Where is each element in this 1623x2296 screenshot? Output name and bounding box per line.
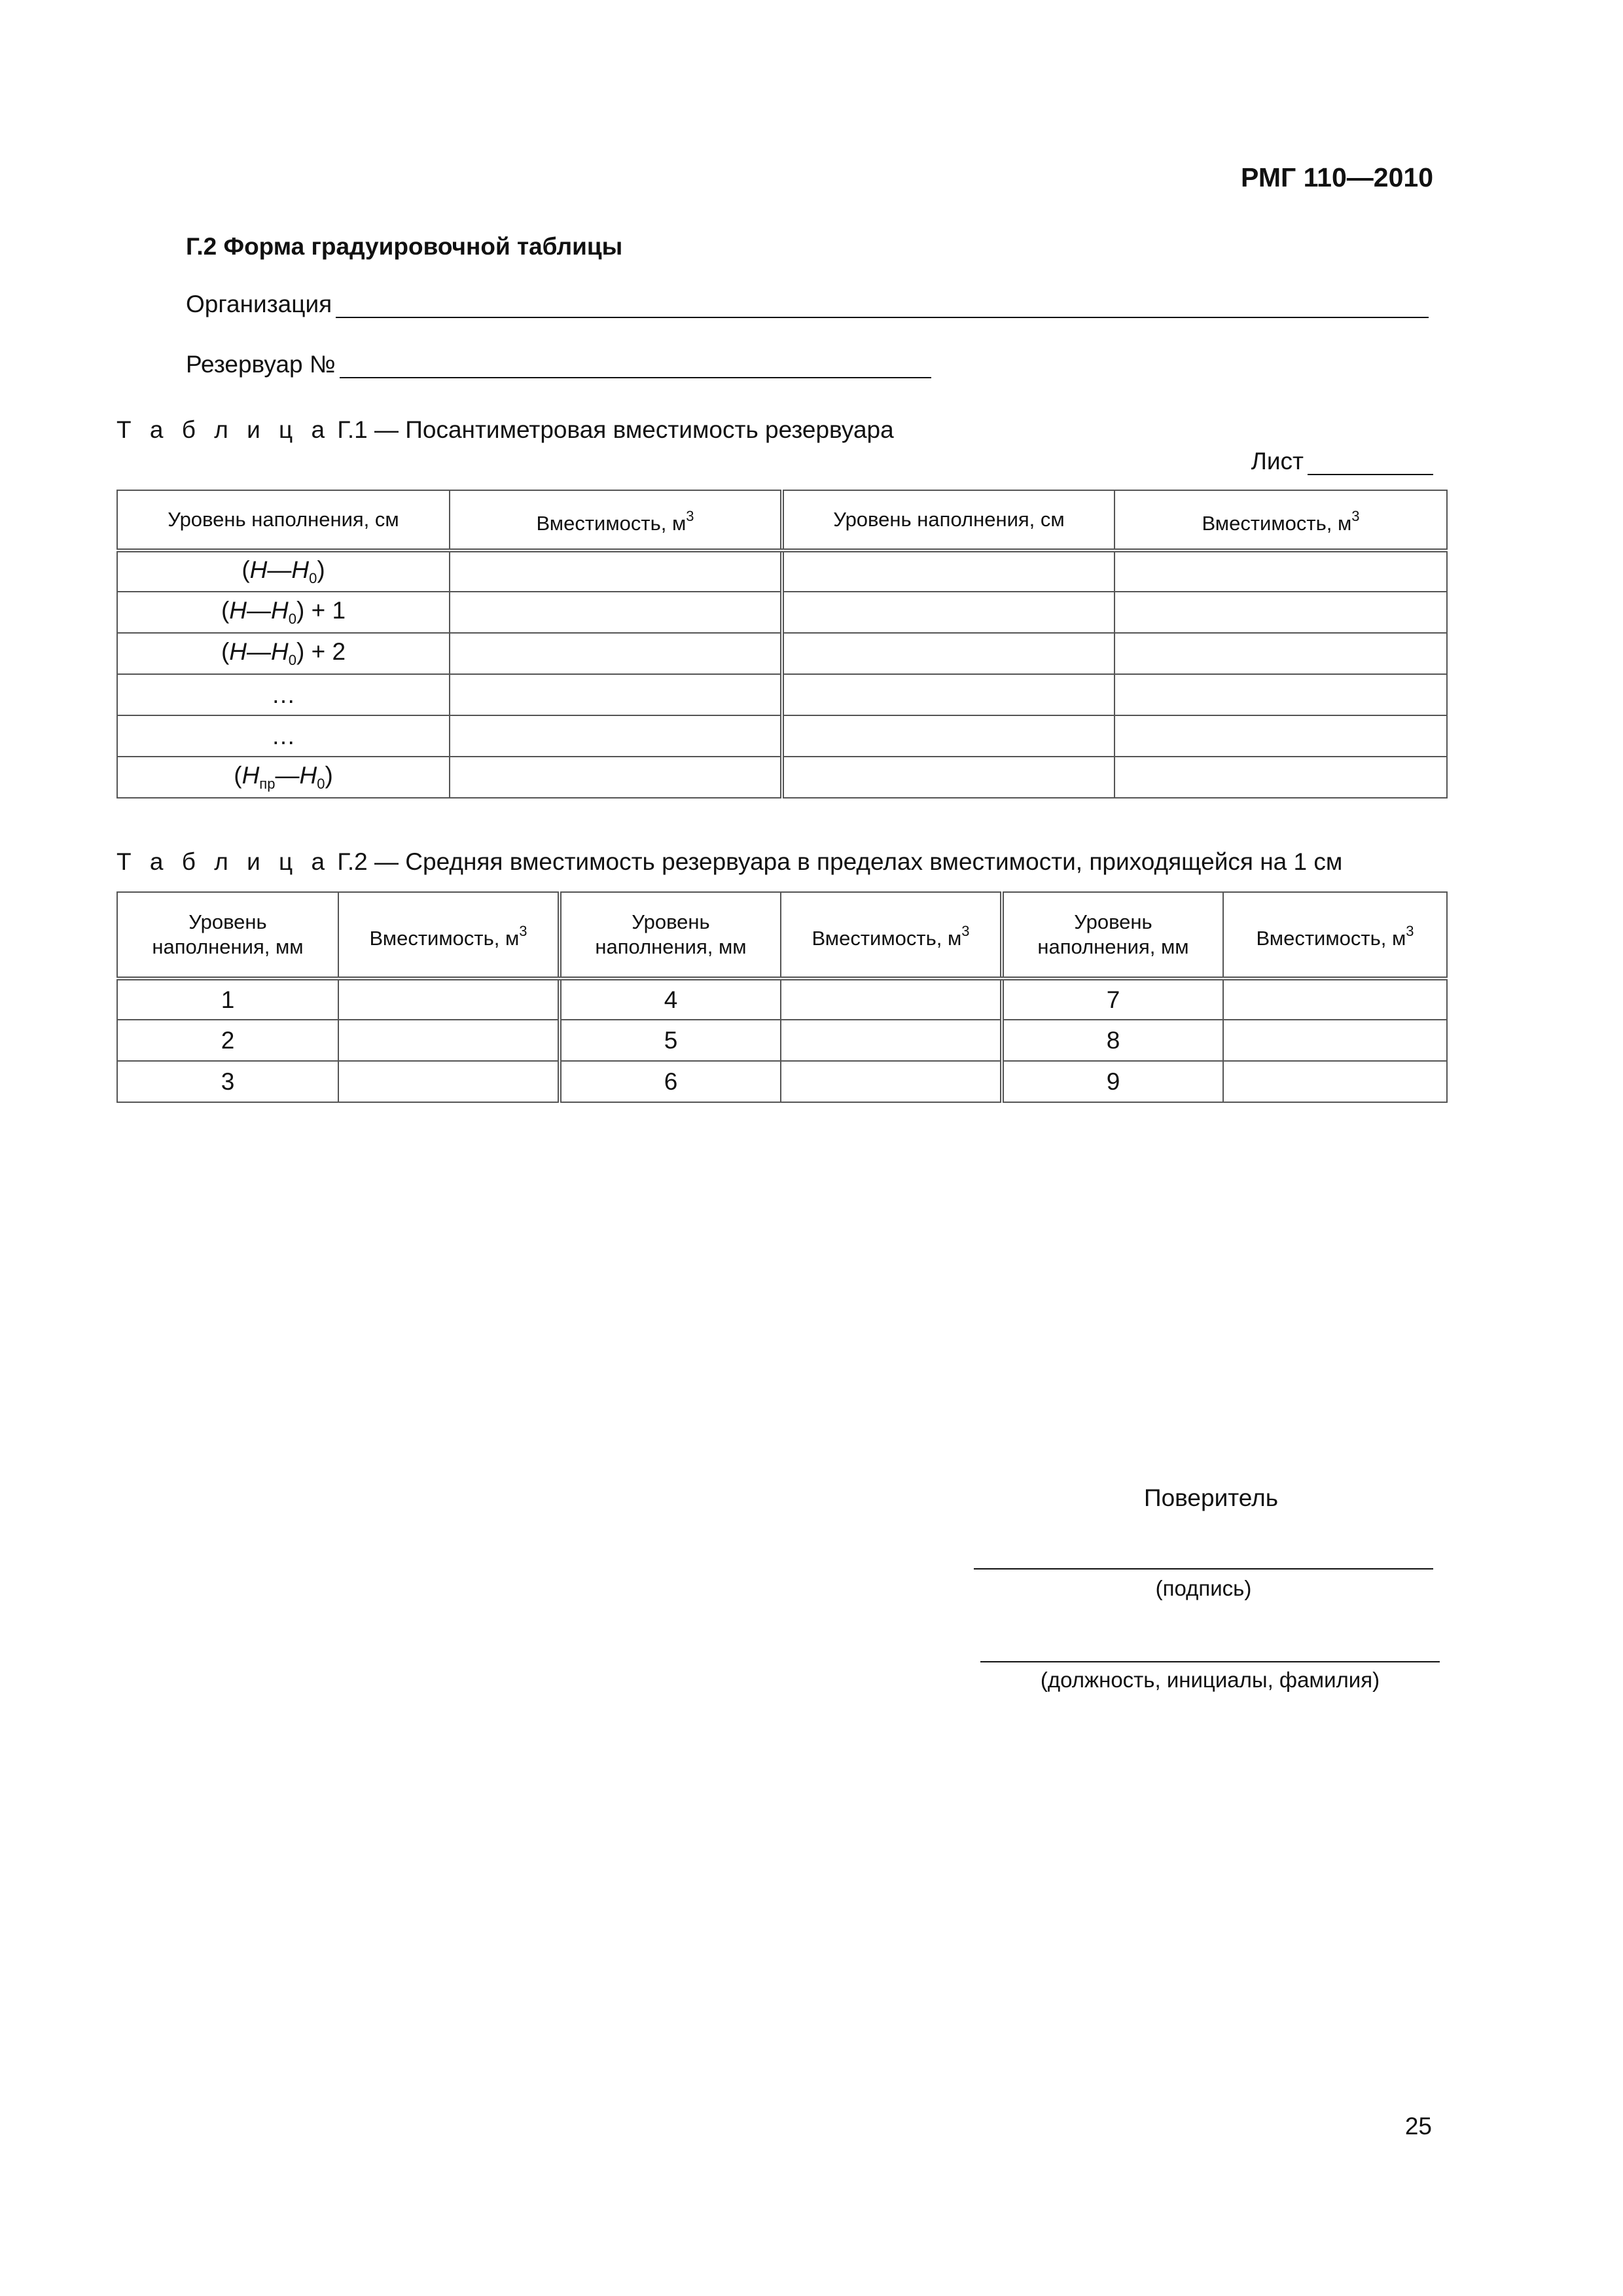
table2-level-cell: 9 [1002, 1061, 1223, 1102]
table1-capacity-cell-2[interactable] [1115, 633, 1447, 674]
table2-level-cell: 1 [117, 978, 338, 1020]
document-code: РМГ 110—2010 [1241, 162, 1433, 192]
table1-level-cell: … [117, 674, 450, 715]
tank-label: Резервуар № [186, 351, 336, 378]
table1-capacity-cell[interactable] [450, 674, 782, 715]
table1-level-cell: $(H—H_0)$ [117, 550, 450, 592]
table1-header-level: Уровень наполнения, см [117, 490, 450, 550]
table2-capacity-cell[interactable] [781, 978, 1002, 1020]
table1-caption-text: Г.1 — Посантиметровая вместимость резервуара [330, 416, 894, 443]
table1-level-cell-2[interactable] [782, 550, 1115, 592]
table2-average-capacity [116, 891, 1448, 1103]
table2-capacity-cell[interactable] [781, 1020, 1002, 1061]
verifier-label: Поверитель [1144, 1484, 1278, 1511]
table1-capacity-cell[interactable] [450, 715, 782, 757]
table2-header-capacity: Вместимость, $м^3$ [781, 892, 1002, 978]
signature-label: (подпись) [1155, 1576, 1252, 1600]
table1-level-cell-2[interactable] [782, 757, 1115, 798]
table1-level-cell-2[interactable] [782, 674, 1115, 715]
table2-capacity-cell[interactable] [338, 1020, 560, 1061]
table-row [117, 978, 1447, 1020]
table2-header-level: Уровень наполнения, мм [117, 892, 338, 978]
table2-level-cell: 5 [560, 1020, 781, 1061]
position-input-line[interactable] [980, 1661, 1440, 1662]
tank-number-input-line[interactable] [340, 351, 931, 378]
table-row [117, 715, 1447, 757]
table1-capacity-cell[interactable] [450, 592, 782, 633]
table2-capacity-cell[interactable] [338, 978, 560, 1020]
table1-capacity-cell[interactable] [450, 757, 782, 798]
table1-capacity-cell[interactable] [450, 633, 782, 674]
table1-header-level-2: Уровень наполнения, см [782, 490, 1115, 550]
table2-level-cell: 6 [560, 1061, 781, 1102]
table1-level-cell-2[interactable] [782, 715, 1115, 757]
table2-capacity-cell[interactable] [781, 1061, 1002, 1102]
table1-level-cell: $(H_{пр}—H_0)$ [117, 757, 450, 798]
sheet-input-line[interactable] [1308, 448, 1433, 475]
table2-header-level: Уровень наполнения, мм [1002, 892, 1223, 978]
table2-capacity-cell[interactable] [1223, 1061, 1447, 1102]
table2-level-cell: 4 [560, 978, 781, 1020]
table1-header-capacity-2: Вместимость, $м^3$ [1115, 490, 1447, 550]
table-row [117, 1061, 1447, 1102]
table-row [117, 674, 1447, 715]
table1-capacity-cell-2[interactable] [1115, 592, 1447, 633]
table2-capacity-cell[interactable] [338, 1061, 560, 1102]
table1-capacity-cell-2[interactable] [1115, 757, 1447, 798]
table1-capacity-cell-2[interactable] [1115, 674, 1447, 715]
table1-capacity-cell-2[interactable] [1115, 550, 1447, 592]
table1-level-cell: $(H—H_0) + 1$ [117, 592, 450, 633]
sheet-label: Лист [1251, 448, 1304, 475]
signature-input-line[interactable] [974, 1568, 1433, 1570]
section-title: Г.2 Форма градуировочной таблицы [186, 233, 623, 260]
table1-level-cell: … [117, 715, 450, 757]
table2-level-cell: 7 [1002, 978, 1223, 1020]
table2-header-capacity: Вместимость, $м^3$ [338, 892, 560, 978]
table-row [117, 592, 1447, 633]
table2-header-level: Уровень наполнения, мм [560, 892, 781, 978]
table2-capacity-cell[interactable] [1223, 978, 1447, 1020]
organization-field [186, 291, 1429, 318]
table2-level-cell: 3 [117, 1061, 338, 1102]
table-row [117, 757, 1447, 798]
table2-level-cell: 8 [1002, 1020, 1223, 1061]
organization-input-line[interactable] [336, 291, 1429, 318]
table1-level-cell: $(H—H_0) + 2$ [117, 633, 450, 674]
table1-capacity-cell[interactable] [450, 550, 782, 592]
sheet-field [1251, 448, 1433, 475]
table1-level-cell-2[interactable] [782, 633, 1115, 674]
table1-caption-prefix: Т а б л и ц а [116, 416, 331, 443]
tank-field [186, 351, 931, 378]
table2-capacity-cell[interactable] [1223, 1020, 1447, 1061]
table-row [117, 1020, 1447, 1061]
page-number: 25 [1404, 2113, 1432, 2140]
table2-caption-prefix: Т а б л и ц а [116, 848, 331, 875]
position-label: (должность, инициалы, фамилия) [1040, 1668, 1380, 1692]
table1-header-capacity: Вместимость, $м^3$ [450, 490, 782, 550]
table2-header-capacity: Вместимость, $м^3$ [1223, 892, 1447, 978]
table2-level-cell: 2 [117, 1020, 338, 1061]
table1-level-cell-2[interactable] [782, 592, 1115, 633]
table2-caption [116, 848, 1342, 876]
table1-capacity-cell-2[interactable] [1115, 715, 1447, 757]
table-row [117, 550, 1447, 592]
table-row [117, 633, 1447, 674]
table2-caption-text: Г.2 — Средняя вместимость резервуара в пределах вместимости, приходящейся на 1 см [330, 848, 1343, 875]
table1-caption [116, 416, 894, 444]
organization-label: Организация [186, 291, 332, 317]
table1-centimeter-capacity [116, 490, 1448, 798]
